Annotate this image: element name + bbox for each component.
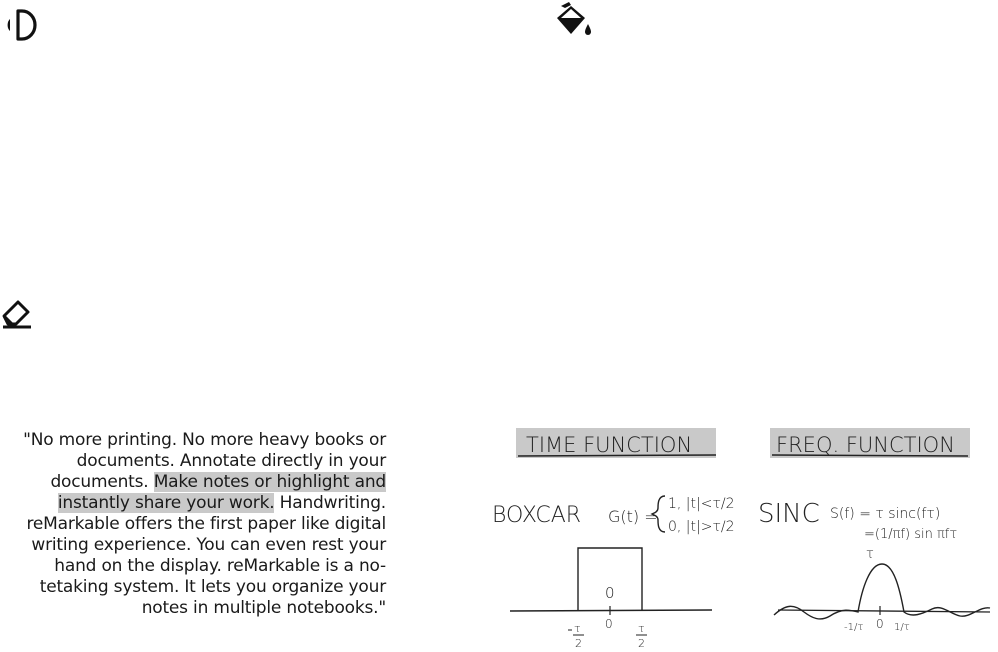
time-zero-mark: 0 bbox=[605, 584, 615, 602]
time-tick-neg-num: τ bbox=[574, 622, 581, 635]
time-equation-case-1: 1, |t|<τ/2 bbox=[668, 496, 735, 512]
quote-text bbox=[0, 430, 386, 619]
time-equation-case-2: 0, |t|>τ/2 bbox=[668, 519, 735, 535]
boxcar-label: BOXCAR bbox=[492, 503, 582, 528]
sinc-label: SINC bbox=[758, 499, 820, 529]
freq-axis bbox=[778, 610, 990, 612]
freq-equation-line-1: S(f) = τ sinc(fτ) bbox=[830, 506, 941, 522]
time-tick-pos-den: 2 bbox=[638, 637, 645, 650]
eraser-icon[interactable] bbox=[0, 294, 36, 330]
contrast-half-icon[interactable] bbox=[0, 8, 40, 42]
freq-peak-label: τ bbox=[866, 547, 874, 562]
freq-equation-line-2: =(1/πf) sin πfτ bbox=[864, 527, 958, 542]
quote-part-2: Handwriting. reMarkable offers the first paper like digital writing experience. You can even rest your hand on the display. reMarkable is a no-tetaking system. It lets you organize your notes in multiple notebooks." bbox=[26, 493, 386, 618]
freq-tick-neg-label: -1/τ bbox=[844, 622, 864, 633]
time-axis bbox=[510, 610, 712, 611]
freq-zero-label: 0 bbox=[876, 617, 884, 631]
freq-tick-pos-label: 1/τ bbox=[894, 622, 910, 633]
time-tick-neg-den: 2 bbox=[575, 637, 582, 650]
quote-highlight: Make notes or highlight and instantly share your work. bbox=[57, 472, 386, 513]
paint-bucket-icon[interactable] bbox=[553, 0, 595, 40]
handwritten-sketch bbox=[490, 418, 998, 652]
time-heading: TIME FUNCTION bbox=[526, 433, 693, 457]
quote-part-1: "No more printing. No more heavy books or documents. Annotate directly in your documents. bbox=[23, 430, 386, 492]
freq-heading: FREQ. FUNCTION bbox=[776, 433, 955, 457]
time-equation-lhs: G(t) = bbox=[608, 507, 658, 526]
time-tick-pos-num: τ bbox=[638, 622, 645, 635]
time-zero-axis-label: 0 bbox=[605, 617, 613, 631]
